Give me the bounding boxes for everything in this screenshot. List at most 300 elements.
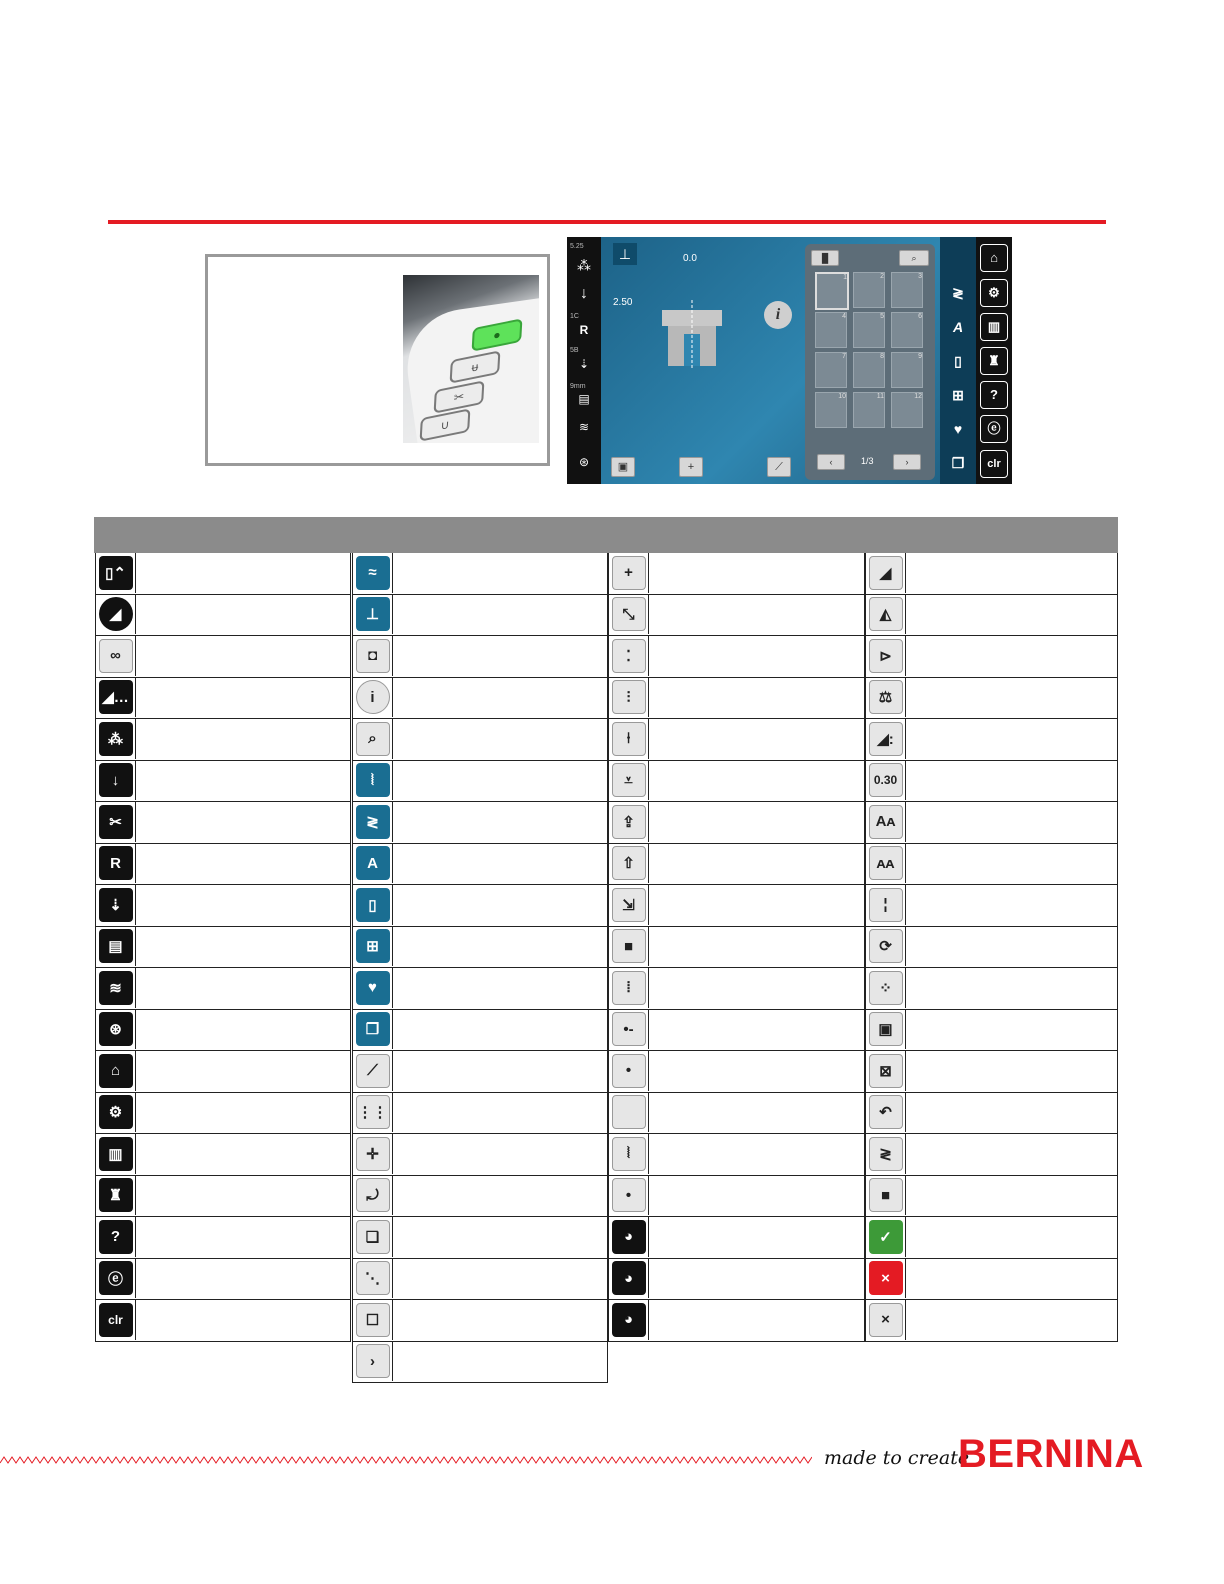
stitch-number: 7 xyxy=(842,353,846,360)
icon-cell xyxy=(866,1093,906,1133)
help-icon[interactable]: ? xyxy=(980,381,1008,409)
icon-cell xyxy=(866,1259,906,1299)
icon-cell xyxy=(866,553,906,593)
table-row xyxy=(352,678,608,720)
table-row xyxy=(865,885,1118,927)
pattern-begin-icon: ⋮⋮ xyxy=(356,1095,390,1129)
mirror-image-icon: ◭ xyxy=(869,597,903,631)
foot-position-label: 5B xyxy=(570,347,579,354)
icon-cell xyxy=(866,719,906,759)
pattern-repeat-icon: ⩡ xyxy=(612,763,646,797)
thread-cutter-button-photo: ✂ xyxy=(434,380,485,413)
cursor-left-icon: •- xyxy=(612,1012,646,1046)
icon-cell xyxy=(866,844,906,884)
table-row xyxy=(95,1010,351,1052)
icon-cell xyxy=(96,1134,136,1174)
stitch-cell-2[interactable] xyxy=(853,272,885,308)
table-row xyxy=(95,1093,351,1135)
brand-tagline: made to create xyxy=(824,1447,970,1469)
table-row xyxy=(608,968,865,1010)
icon-cell xyxy=(353,595,393,635)
icon-cell xyxy=(609,553,649,593)
stitch-cell-7[interactable] xyxy=(815,352,847,388)
table-row xyxy=(865,1259,1118,1301)
icon-cell xyxy=(96,636,136,676)
table-row xyxy=(865,1217,1118,1259)
home-icon: ⌂ xyxy=(99,1054,133,1088)
icon-cell xyxy=(96,844,136,884)
icon-cell xyxy=(353,1342,393,1382)
icon-cell xyxy=(96,885,136,925)
quilt-stitches-icon[interactable]: ⊞ xyxy=(952,387,964,403)
icon-cell xyxy=(609,1134,649,1174)
mirror-vertical-icon: ⍿ xyxy=(612,722,646,756)
table-row xyxy=(95,802,351,844)
icon-cell xyxy=(866,595,906,635)
header-red-rule xyxy=(108,220,1106,224)
table-row xyxy=(352,1176,608,1218)
single-dot-icon: • xyxy=(612,1178,646,1212)
table-row xyxy=(95,678,351,720)
stitch-cell-9[interactable] xyxy=(891,352,923,388)
icon-cell xyxy=(353,1010,393,1050)
table-row xyxy=(608,802,865,844)
icon-cell xyxy=(609,595,649,635)
icon-cell xyxy=(96,761,136,801)
icon-cell xyxy=(353,885,393,925)
needle-selection-icon[interactable]: ▤ xyxy=(578,392,590,406)
table-row xyxy=(95,1176,351,1218)
icon-cell xyxy=(866,1217,906,1257)
table-row xyxy=(95,1217,351,1259)
table-row xyxy=(95,927,351,969)
stitch-length-icon: ◢… xyxy=(99,680,133,714)
icon-cell xyxy=(866,1051,906,1091)
long-stitch-icon: ≷ xyxy=(869,1137,903,1171)
search-icon: ⌕ xyxy=(356,722,390,756)
tutorial-icon: ▥ xyxy=(99,1137,133,1171)
bobbin-winding-icon: ◕ xyxy=(612,1220,646,1254)
stitch-number: 6 xyxy=(918,313,922,320)
lock-stitch-icon: ■ xyxy=(869,1178,903,1212)
save-icon: ▣ xyxy=(869,1012,903,1046)
icon-cell xyxy=(96,1259,136,1299)
stitch-cell-5[interactable] xyxy=(853,312,885,348)
icon-cell xyxy=(866,927,906,967)
table-row xyxy=(865,553,1118,595)
needle-size-label: 9mm xyxy=(570,383,586,390)
icon-cell xyxy=(96,595,136,635)
icon-cell xyxy=(609,1259,649,1299)
stitch-cell-11[interactable] xyxy=(853,392,885,428)
stitch-cell-3[interactable] xyxy=(891,272,923,308)
table-row xyxy=(352,1300,608,1342)
table-row xyxy=(865,1093,1118,1135)
top-value-label: 5.25 xyxy=(570,243,584,250)
presser-foot-position-icon[interactable]: ⇣ xyxy=(578,357,590,371)
table-row xyxy=(608,595,865,637)
brand-logo: BERNINA xyxy=(958,1432,1144,1476)
stitch-number: 5 xyxy=(880,313,884,320)
table-row xyxy=(352,761,608,803)
combination-end-icon: ⦙ xyxy=(612,971,646,1005)
icon-cell xyxy=(96,1051,136,1091)
table-row xyxy=(608,1010,865,1052)
table-row xyxy=(352,1051,608,1093)
confirm-icon: ✓ xyxy=(869,1220,903,1254)
icon-cell xyxy=(353,553,393,593)
icon-cell xyxy=(609,885,649,925)
icon-cell xyxy=(96,678,136,718)
eco-icon[interactable]: ⓔ xyxy=(980,415,1008,443)
icon-cell xyxy=(353,1300,393,1340)
table-row xyxy=(608,1051,865,1093)
icon-cell xyxy=(609,1176,649,1216)
right-function-bar xyxy=(976,237,1012,484)
screen-left-button[interactable]: ▣ xyxy=(611,457,635,477)
free-hand-system-icon: ≈ xyxy=(356,556,390,590)
icon-cell xyxy=(353,1259,393,1299)
table-row xyxy=(865,1176,1118,1218)
machine-display-screenshot xyxy=(567,237,1012,484)
icon-cell xyxy=(609,1217,649,1257)
expand-icon: ⤡ xyxy=(612,597,646,631)
copy-icon: ❏ xyxy=(356,1220,390,1254)
blank-icon xyxy=(612,1095,646,1129)
presser-foot-graphic xyxy=(662,300,722,370)
icon-cell xyxy=(866,678,906,718)
edit-combination-icon: ⋱ xyxy=(356,1261,390,1295)
table-row xyxy=(865,1134,1118,1176)
icon-cell xyxy=(353,802,393,842)
stitch-length-adjust-icon: ◢ xyxy=(869,556,903,590)
icon-cell xyxy=(353,1051,393,1091)
table-row xyxy=(352,719,608,761)
creative-consultant-icon: ♜ xyxy=(99,1178,133,1212)
plus-icon: + xyxy=(612,556,646,590)
icon-cell xyxy=(353,1176,393,1216)
table-row xyxy=(608,1176,865,1218)
table-row xyxy=(95,636,351,678)
icon-table-header xyxy=(94,517,1118,553)
new-memory-icon: ☐ xyxy=(356,1303,390,1337)
table-row xyxy=(865,595,1118,637)
needle-selection-icon: ▤ xyxy=(99,929,133,963)
icon-cell xyxy=(353,678,393,718)
table-row xyxy=(352,1010,608,1052)
table-row xyxy=(865,1051,1118,1093)
stitch-number: 10 xyxy=(838,393,846,400)
stitch-length-value: 2.50 xyxy=(613,297,633,308)
icon-cell xyxy=(96,553,136,593)
restart-icon: ⟳ xyxy=(869,929,903,963)
presser-foot-button-photo: ᵾ xyxy=(450,350,501,383)
needle-stop-screen-icon[interactable]: ⊥ xyxy=(613,243,637,265)
decorative-stitches-icon: ≷ xyxy=(356,805,390,839)
table-row xyxy=(352,844,608,886)
icon-cell xyxy=(96,1300,136,1340)
balance-icon: ⚖ xyxy=(869,680,903,714)
font-size-large-icon: Aᴀ xyxy=(869,805,903,839)
thread-tension-icon: ∞ xyxy=(99,639,133,673)
machine-buttons-photo-frame xyxy=(205,254,550,466)
table-row xyxy=(608,678,865,720)
tutorial-icon[interactable]: ▥ xyxy=(980,313,1008,341)
bobbin-winding-icon-3: ◕ xyxy=(612,1303,646,1337)
icon-cell xyxy=(609,719,649,759)
table-row xyxy=(608,1259,865,1301)
stitch-width-indicator-icon: ⁂ xyxy=(99,722,133,756)
table-row xyxy=(352,927,608,969)
stitch-number: 3 xyxy=(918,273,922,280)
clr-button[interactable]: clr xyxy=(980,450,1008,478)
presser-foot-indicator-icon: R xyxy=(99,846,133,880)
icon-cell xyxy=(609,1051,649,1091)
table-row xyxy=(95,1300,351,1342)
stitch-number: 1 xyxy=(843,274,847,281)
font-size-small-icon: ᴀᴀ xyxy=(869,846,903,880)
icon-cell xyxy=(353,968,393,1008)
icon-cell xyxy=(353,927,393,967)
icon-cell xyxy=(866,802,906,842)
icon-cell xyxy=(866,1010,906,1050)
page-indicator: 1/3 xyxy=(861,456,874,466)
table-row xyxy=(865,636,1118,678)
presser-foot-indicator-icon[interactable]: R xyxy=(579,323,589,337)
icon-cell xyxy=(609,968,649,1008)
table-row xyxy=(95,844,351,886)
table-row xyxy=(865,761,1118,803)
plus-button[interactable]: + xyxy=(679,457,703,477)
table-row xyxy=(95,553,351,595)
icon-cell xyxy=(866,1176,906,1216)
table-row xyxy=(95,761,351,803)
icon-cell xyxy=(353,719,393,759)
buttonholes-icon[interactable]: ▯ xyxy=(954,353,962,369)
table-row xyxy=(608,927,865,969)
practical-stitches-icon[interactable]: ≷ xyxy=(952,285,964,301)
table-row xyxy=(865,1300,1118,1342)
icon-cell xyxy=(609,761,649,801)
table-row xyxy=(352,595,608,637)
icon-cell xyxy=(96,968,136,1008)
table-row xyxy=(352,1093,608,1135)
table-row xyxy=(608,1217,865,1259)
icon-cell xyxy=(353,761,393,801)
delete-icon: ⊠ xyxy=(869,1054,903,1088)
presser-foot-label: 1C xyxy=(570,313,579,320)
home-icon[interactable]: ⌂ xyxy=(980,244,1008,272)
icon-cell xyxy=(866,885,906,925)
info-icon: i xyxy=(356,680,390,714)
upload-folder-icon: ⇧ xyxy=(612,846,646,880)
memory-icon: ❐ xyxy=(356,1012,390,1046)
cancel-icon: × xyxy=(869,1261,903,1295)
table-row xyxy=(95,1051,351,1093)
stitch-number: 4 xyxy=(842,313,846,320)
icon-cell xyxy=(353,1134,393,1174)
stitch-number: 9 xyxy=(918,353,922,360)
alphabets-icon[interactable]: A xyxy=(952,319,964,335)
move-icon: ✛ xyxy=(356,1137,390,1171)
icon-cell xyxy=(609,678,649,718)
alphabets-icon: A xyxy=(356,846,390,880)
table-row xyxy=(352,1259,608,1301)
table-row xyxy=(352,1342,608,1384)
icon-cell xyxy=(609,1010,649,1050)
setup-program-icon: ⚙ xyxy=(99,1095,133,1129)
icon-cell xyxy=(866,1300,906,1340)
icon-cell xyxy=(96,1176,136,1216)
stitch-density-icon: ◢: xyxy=(869,722,903,756)
two-dots-icon: ⁚ xyxy=(612,639,646,673)
stitch-plate-icon[interactable]: ≋ xyxy=(578,420,590,434)
table-row xyxy=(608,553,865,595)
table-row xyxy=(865,719,1118,761)
stitch-width-icon: ▯⌃ xyxy=(99,556,133,590)
table-row xyxy=(865,1010,1118,1052)
table-row xyxy=(95,1134,351,1176)
icon-cell xyxy=(609,1093,649,1133)
search-button[interactable]: ⌕ xyxy=(899,250,929,266)
page-prev-button[interactable]: ‹ xyxy=(817,454,845,470)
table-row xyxy=(865,802,1118,844)
stitch-cell-10[interactable] xyxy=(815,392,847,428)
stitch-width-value: 0.0 xyxy=(683,253,697,264)
open-folder-icon: ⇲ xyxy=(612,888,646,922)
footer-stitch-line xyxy=(0,1455,812,1465)
stitch-thickness-icon: 0.30 xyxy=(869,763,903,797)
stitch-selection-grid xyxy=(805,244,935,480)
table-row xyxy=(95,968,351,1010)
icon-cell xyxy=(96,719,136,759)
icon-cell xyxy=(353,844,393,884)
icon-cell xyxy=(96,1217,136,1257)
needle-position-icon[interactable]: ↓ xyxy=(580,285,588,302)
quilt-stitches-icon: ⊞ xyxy=(356,929,390,963)
table-row xyxy=(352,1217,608,1259)
table-row xyxy=(95,595,351,637)
needle-stop-icon: ⊥ xyxy=(356,597,390,631)
stitch-width-indicator-icon[interactable]: ⁂ xyxy=(577,257,591,273)
scroll-right-icon: › xyxy=(356,1344,390,1378)
icon-cell xyxy=(609,844,649,884)
close-icon: × xyxy=(869,1303,903,1337)
icon-cell xyxy=(866,636,906,676)
setup-icon[interactable]: ⚙ xyxy=(980,279,1008,307)
table-row xyxy=(95,885,351,927)
table-row xyxy=(608,885,865,927)
mirror-horizontal-icon: ⊳ xyxy=(869,639,903,673)
table-row xyxy=(608,1300,865,1342)
table-row xyxy=(95,1259,351,1301)
table-row xyxy=(608,719,865,761)
stitch-pattern-icon: ⦚ xyxy=(612,1137,646,1171)
buttonholes-icon: ▯ xyxy=(356,888,390,922)
table-row xyxy=(865,844,1118,886)
icon-cell xyxy=(353,1093,393,1133)
icon-cell xyxy=(866,761,906,801)
eco-mode-icon: ⓔ xyxy=(99,1261,133,1295)
save-to-folder-icon: ⇪ xyxy=(612,805,646,839)
table-row xyxy=(608,636,865,678)
stitch-number: 8 xyxy=(880,353,884,360)
table-row xyxy=(352,553,608,595)
table-row xyxy=(865,678,1118,720)
table-row xyxy=(352,885,608,927)
icon-cell xyxy=(609,927,649,967)
presser-foot-pressure-icon: ◢ xyxy=(99,597,133,631)
table-row xyxy=(608,1134,865,1176)
icon-cell xyxy=(353,636,393,676)
icon-cell xyxy=(866,1134,906,1174)
cursor-dot-icon: • xyxy=(612,1054,646,1088)
table-row xyxy=(352,802,608,844)
info-icon[interactable]: i xyxy=(764,301,792,329)
personal-program-icon[interactable]: ♥ xyxy=(953,421,963,437)
thread-cutter-icon: ✂ xyxy=(99,805,133,839)
securing-icon: ⫶ xyxy=(612,680,646,714)
clear-settings-icon: clr xyxy=(99,1303,133,1337)
memory-icon[interactable]: ❐ xyxy=(951,455,965,471)
stitch-cell-12[interactable] xyxy=(891,392,923,428)
icon-cell xyxy=(609,1300,649,1340)
practical-stitches-icon: ⦚ xyxy=(356,763,390,797)
stitch-cell-4[interactable] xyxy=(815,312,847,348)
table-row xyxy=(865,927,1118,969)
bobbin-winding-icon-2: ◕ xyxy=(612,1261,646,1295)
page-next-button[interactable]: › xyxy=(893,454,921,470)
grid-scroll-handle[interactable]: ▐▌ xyxy=(811,250,839,266)
multiple-patterns-icon: ⁘ xyxy=(869,971,903,1005)
icon-cell xyxy=(866,968,906,1008)
stitch-number: 11 xyxy=(876,393,884,400)
stitch-cell-8[interactable] xyxy=(853,352,885,388)
icon-cell xyxy=(96,1093,136,1133)
left-status-bar xyxy=(567,237,601,484)
icon-cell xyxy=(96,802,136,842)
table-row xyxy=(352,636,608,678)
presser-foot-position-icon: ⇣ xyxy=(99,888,133,922)
icon-cell xyxy=(609,802,649,842)
stitch-counter-icon: ◘ xyxy=(356,639,390,673)
machine-buttons-photo xyxy=(403,275,539,443)
table-row xyxy=(352,968,608,1010)
bobbin-indicator-icon[interactable]: ⊛ xyxy=(578,455,590,469)
icon-cell xyxy=(96,927,136,967)
creative-consultant-icon[interactable]: ♜ xyxy=(980,347,1008,375)
stitch-cell-6[interactable] xyxy=(891,312,923,348)
table-row xyxy=(865,968,1118,1010)
needle-position-icon: ↓ xyxy=(99,763,133,797)
bobbin-thread-button[interactable]: ⟋ xyxy=(767,457,791,477)
category-bar xyxy=(940,237,976,484)
table-row xyxy=(608,1093,865,1135)
icon-cell xyxy=(96,1010,136,1050)
stitch-number: 12 xyxy=(914,393,922,400)
table-row xyxy=(608,761,865,803)
center-needle-icon: ¦ xyxy=(869,888,903,922)
bobbin-indicator-icon: ⊛ xyxy=(99,1012,133,1046)
needle-stop-button-photo: ∪ xyxy=(420,408,471,441)
personal-program-icon: ♥ xyxy=(356,971,390,1005)
table-row xyxy=(608,844,865,886)
table-row xyxy=(352,1134,608,1176)
undo-icon: ↶ xyxy=(869,1095,903,1129)
icon-cell xyxy=(609,636,649,676)
stitch-cell-1[interactable] xyxy=(815,272,849,310)
icon-cell xyxy=(353,1217,393,1257)
